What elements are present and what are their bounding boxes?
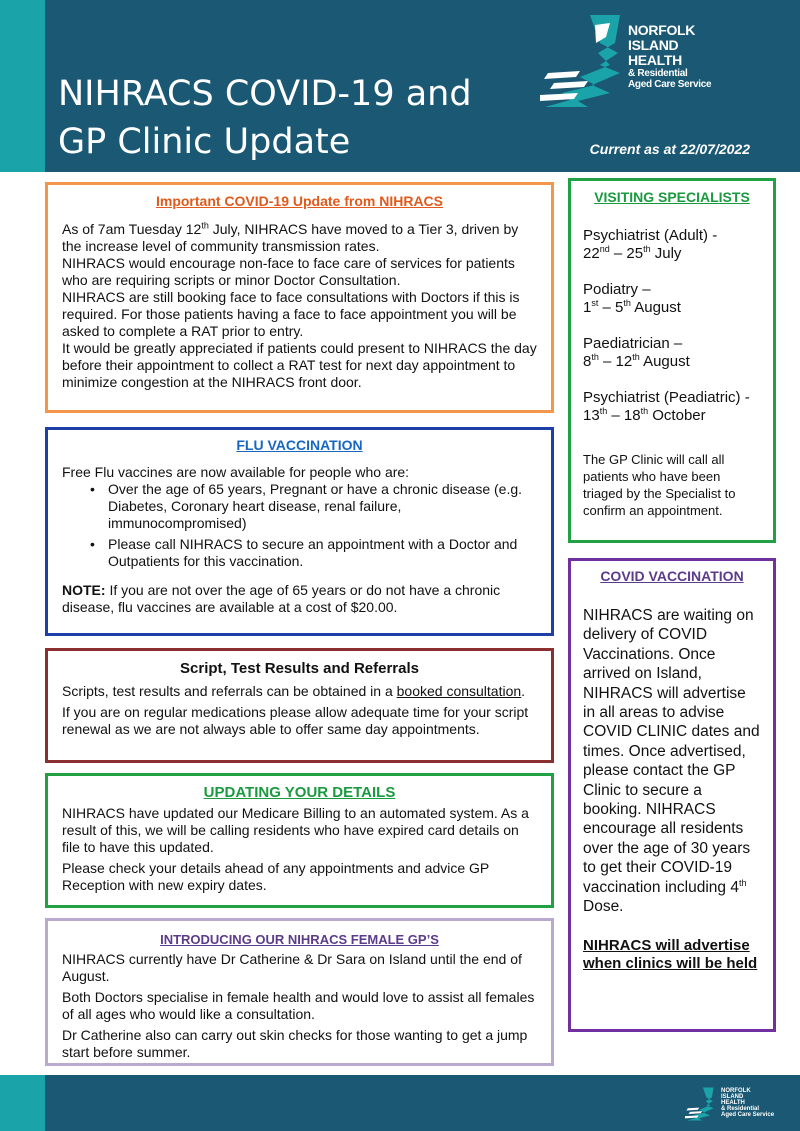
superscript: st — [591, 298, 599, 308]
covid-vaccination-box — [568, 558, 776, 1032]
flu-vaccination-body — [62, 464, 537, 616]
footer-logo-text — [721, 1088, 774, 1118]
footer-logo-mark-icon — [685, 1085, 719, 1123]
visiting-specialists-title: VISITING SPECIALISTS — [594, 189, 750, 205]
logo-line: Aged Care Service — [628, 79, 712, 90]
superscript: th — [738, 877, 747, 888]
logo-line: ISLAND — [628, 37, 679, 53]
logo-line: HEALTH — [628, 52, 682, 68]
specialist-dates — [583, 353, 761, 371]
specialist-item — [583, 335, 761, 371]
text: – 25 — [609, 245, 644, 262]
text: July — [650, 245, 682, 262]
flu-vaccination-box — [45, 427, 554, 636]
superscript: th — [640, 406, 649, 416]
note-label: NOTE: — [62, 582, 106, 598]
text: August — [630, 299, 681, 316]
nihracs-logo — [540, 15, 780, 110]
text: Scripts, test results and referrals can be obtained in a — [62, 683, 397, 699]
important-paragraph: NIHRACS are still booking face to face consultations with Doctors if this is required. For those patients having a face to face appointment you will be asked to complete a RAT prior to entry. — [62, 289, 520, 339]
female-paragraph: Dr Catherine also can carry out skin checks for those wanting to get a jump start before summer. — [62, 1027, 528, 1060]
script-results-box — [45, 648, 554, 763]
text: July, NIHRACS have moved to a Tier 3, driven by the increase level of community transmission rates. — [62, 221, 519, 254]
list-item: • Please call NIHRACS to secure an appointment with a Doctor and Outpatients for this vaccination. — [62, 536, 537, 570]
specialist-item — [583, 389, 761, 425]
footer-accent-stripe — [0, 1075, 45, 1131]
superscript: th — [643, 244, 651, 254]
text: 13 — [583, 407, 600, 424]
header-banner — [0, 0, 800, 172]
specialists-note: The GP Clinic will call all patients who have been triaged by the Specialist to confirm an appointment. — [583, 452, 736, 518]
details-paragraph: Please check your details ahead of any appointments and advice GP Reception with new expiry dates. — [62, 860, 490, 893]
important-paragraph: NIHRACS would encourage non-face to face care of services for patients who are requiring scripts or minor Doctor Consultation. — [62, 255, 515, 288]
text: NIHRACS are waiting on delivery of COVID Vaccinations. Once arrived on Island, NIHRACS will advertise in all areas to advise COVID CLINIC dates and times. Once advertised, please contact the GP Clinic to secure a booking. NIHRACS encourage all residents over the age of 30 years to get their COVID-19 vaccination including 4 — [583, 607, 760, 896]
logo-line: ISLAND — [721, 1094, 744, 1100]
specialist-name: Psychiatrist (Adult) - — [583, 227, 718, 244]
specialist-name: Podiatry – — [583, 281, 651, 298]
text: – 18 — [607, 407, 641, 424]
flu-note — [62, 582, 537, 616]
important-update-title: Important COVID-19 Update from NIHRACS — [155, 193, 444, 209]
logo-line: HEALTH — [721, 1100, 745, 1106]
script-results-body — [62, 683, 537, 738]
covid-advertise-note: NIHRACS will advertise when clinics will be held — [583, 936, 758, 972]
female-paragraph: Both Doctors specialise in female health and would love to assist all females of all ages who would like a consultation. — [62, 989, 535, 1022]
logo-line: NORFOLK — [721, 1088, 751, 1094]
flu-bullet-list — [62, 481, 537, 570]
female-gp-title: INTRODUCING OUR NIHRACS FEMALE GP’S — [160, 932, 439, 947]
logo-text — [628, 23, 711, 90]
important-paragraph — [62, 221, 537, 255]
text: 8 — [583, 353, 592, 370]
footer-logo — [685, 1085, 785, 1125]
booked-consultation-text: booked consultation — [396, 683, 522, 699]
specialist-name: Paediatrician – — [583, 335, 683, 352]
text: – 5 — [598, 299, 624, 316]
superscript: th — [201, 220, 209, 231]
covid-vaccination-title: COVID VACCINATION — [600, 568, 744, 584]
text: . — [521, 683, 526, 699]
text: August — [639, 353, 690, 370]
specialist-dates — [583, 299, 761, 317]
details-paragraph: NIHRACS have updated our Medicare Billing to an automated system. As a result of this, we will be calling residents who have expired card details on file to have this updated. — [62, 805, 529, 855]
text: – 12 — [598, 353, 633, 370]
updating-details-box — [45, 773, 554, 908]
text: 22 — [583, 245, 600, 262]
important-update-body — [62, 221, 537, 391]
text: 1 — [583, 299, 592, 316]
logo-mark-icon — [540, 15, 635, 107]
female-gp-box — [45, 918, 554, 1066]
current-date: Current as at 22/07/2022 — [589, 141, 750, 157]
specialist-dates — [583, 407, 761, 425]
superscript: th — [599, 406, 608, 416]
visiting-specialists-box — [568, 178, 776, 543]
note-text: If you are not over the age of 65 years or do not have a chronic disease, flu vaccines are available at a cost of $20.00. — [62, 582, 501, 615]
header-accent-stripe — [0, 0, 45, 172]
script-paragraph — [62, 683, 537, 700]
important-paragraph: It would be greatly appreciated if patients could present to NIHRACS the day before their appointment to collect a RAT test for next day appointment to minimize congestion at the NIHRACS front door. — [62, 340, 537, 390]
flu-intro: Free Flu vaccines are now available for people who are: — [62, 464, 410, 480]
specialist-dates — [583, 245, 761, 263]
updating-details-title: UPDATING YOUR DETAILS — [203, 784, 396, 801]
superscript: th — [591, 352, 599, 362]
script-paragraph: If you are on regular medications please allow adequate time for your script renewal as we are not always able to offer same day appointments. — [62, 704, 529, 737]
flu-vaccination-title: FLU VACCINATION — [236, 437, 363, 453]
logo-line: Aged Care Service — [721, 1112, 775, 1118]
script-results-title: Script, Test Results and Referrals — [180, 660, 419, 677]
superscript: nd — [599, 244, 610, 254]
logo-line: & Residential — [628, 68, 688, 79]
important-update-box — [45, 182, 554, 413]
footer-banner — [0, 1075, 800, 1131]
female-gp-body — [62, 951, 537, 1061]
text: October — [648, 407, 706, 424]
specialist-item — [583, 227, 761, 263]
specialist-name: Psychiatrist (Peadiatric) - — [583, 389, 750, 406]
female-paragraph: NIHRACS currently have Dr Catherine & Dr Sara on Island until the end of August. — [62, 951, 522, 984]
logo-line: & Residential — [721, 1106, 760, 1112]
logo-line: NORFOLK — [628, 22, 696, 38]
superscript: th — [623, 298, 631, 308]
page-title: NIHRACS COVID-19 and GP Clinic Update — [58, 74, 472, 162]
superscript: th — [632, 352, 640, 362]
updating-details-body — [62, 805, 537, 894]
text: As of 7am Tuesday 12 — [62, 221, 202, 237]
specialist-item — [583, 281, 761, 317]
list-item: • Over the age of 65 years, Pregnant or have a chronic disease (e.g. Diabetes, Coronary heart disease, renal failure, immunocompromised) — [62, 481, 537, 532]
text: Dose. — [583, 898, 624, 916]
covid-vaccination-text — [583, 606, 761, 917]
